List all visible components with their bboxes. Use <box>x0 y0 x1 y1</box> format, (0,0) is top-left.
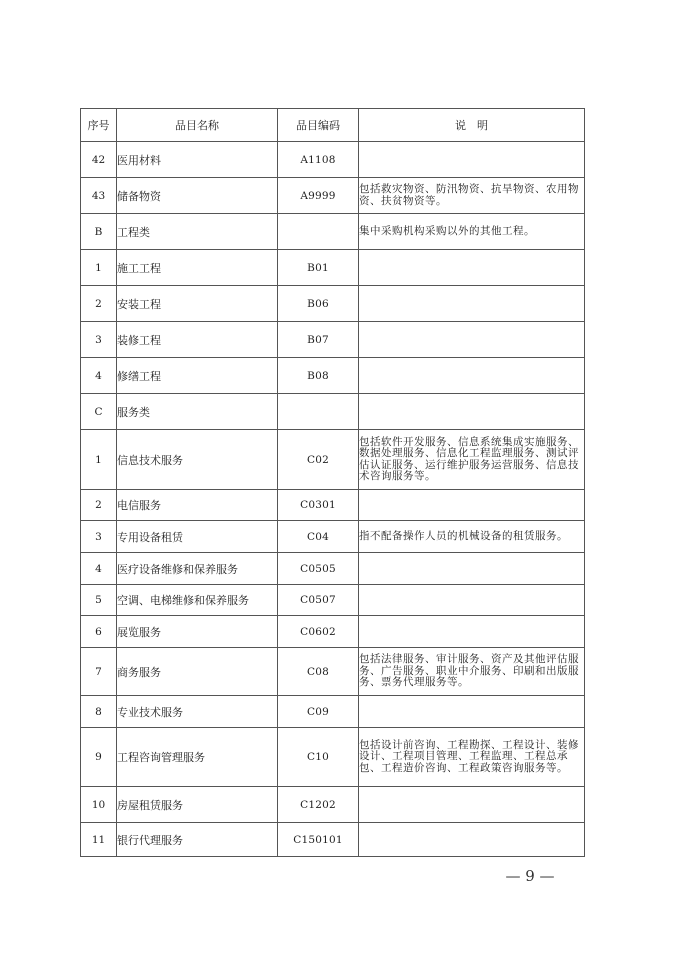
cell-item-code: C0301 <box>278 490 359 521</box>
cell-description <box>359 490 585 521</box>
cell-item-name: 修缮工程 <box>117 358 278 394</box>
cell-item-code <box>278 394 359 430</box>
cell-description <box>359 322 585 358</box>
procurement-catalog-table <box>80 108 585 857</box>
header-item-name: 品目名称 <box>117 109 278 142</box>
cell-item-name: 医疗设备维修和保养服务 <box>117 553 278 585</box>
cell-description: 包括软件开发服务、信息系统集成实施服务、数据处理服务、信息化工程监理服务、测试评估认证服务、运行维护服务运营服务、信息技术咨询服务等。 <box>359 430 585 490</box>
cell-item-code: C0602 <box>278 616 359 648</box>
cell-item-code: B06 <box>278 286 359 322</box>
cell-description: 包括法律服务、审计服务、资产及其他评估服务、广告服务、职业中介服务、印刷和出版服务、票务代理服务等。 <box>359 648 585 696</box>
table-row <box>81 823 585 857</box>
cell-item-name: 工程类 <box>117 214 278 250</box>
cell-item-code: C10 <box>278 728 359 787</box>
cell-serial: 43 <box>81 178 117 214</box>
cell-item-code: B08 <box>278 358 359 394</box>
cell-description: 集中采购机构采购以外的其他工程。 <box>359 214 585 250</box>
table-row <box>81 358 585 394</box>
cell-serial: C <box>81 394 117 430</box>
cell-item-code: C0507 <box>278 585 359 616</box>
cell-description <box>359 358 585 394</box>
header-description: 说 明 <box>359 109 585 142</box>
table-row <box>81 553 585 585</box>
cell-serial: 9 <box>81 728 117 787</box>
table-row <box>81 250 585 286</box>
table-row <box>81 585 585 616</box>
cell-item-code: C1202 <box>278 787 359 823</box>
table-row <box>81 696 585 728</box>
table-row <box>81 521 585 553</box>
cell-item-code: B01 <box>278 250 359 286</box>
table-row <box>81 616 585 648</box>
page-number: — 9 — <box>505 867 555 885</box>
cell-serial: 8 <box>81 696 117 728</box>
cell-serial: 7 <box>81 648 117 696</box>
cell-item-name: 展览服务 <box>117 616 278 648</box>
cell-item-name: 房屋租赁服务 <box>117 787 278 823</box>
table-row <box>81 490 585 521</box>
cell-serial: 42 <box>81 142 117 178</box>
cell-description <box>359 787 585 823</box>
cell-serial: 11 <box>81 823 117 857</box>
table-row <box>81 142 585 178</box>
cell-serial: 1 <box>81 430 117 490</box>
cell-serial: 2 <box>81 286 117 322</box>
cell-item-code: B07 <box>278 322 359 358</box>
cell-description: 包括救灾物资、防汛物资、抗旱物资、农用物资、扶贫物资等。 <box>359 178 585 214</box>
table-row <box>81 214 585 250</box>
cell-description <box>359 394 585 430</box>
table-row <box>81 787 585 823</box>
cell-serial: 3 <box>81 521 117 553</box>
cell-item-code: C0505 <box>278 553 359 585</box>
cell-item-name: 储备物资 <box>117 178 278 214</box>
cell-serial: 4 <box>81 358 117 394</box>
cell-item-code: C08 <box>278 648 359 696</box>
table-header-row <box>81 109 585 142</box>
cell-description <box>359 142 585 178</box>
table-row <box>81 394 585 430</box>
cell-item-name: 银行代理服务 <box>117 823 278 857</box>
table-row <box>81 178 585 214</box>
cell-description <box>359 585 585 616</box>
cell-item-name: 安装工程 <box>117 286 278 322</box>
table-row <box>81 322 585 358</box>
cell-item-code: C09 <box>278 696 359 728</box>
cell-description: 包括设计前咨询、工程勘探、工程设计、装修设计、工程项目管理、工程监理、工程总承包、工程造价咨询、工程政策咨询服务等。 <box>359 728 585 787</box>
cell-serial: 2 <box>81 490 117 521</box>
cell-item-code: C04 <box>278 521 359 553</box>
cell-item-name: 电信服务 <box>117 490 278 521</box>
cell-description <box>359 696 585 728</box>
cell-item-name: 装修工程 <box>117 322 278 358</box>
cell-item-name: 服务类 <box>117 394 278 430</box>
cell-serial: 5 <box>81 585 117 616</box>
cell-item-code: A1108 <box>278 142 359 178</box>
cell-description <box>359 616 585 648</box>
table-row <box>81 648 585 696</box>
table-row <box>81 728 585 787</box>
cell-serial: 1 <box>81 250 117 286</box>
cell-serial: B <box>81 214 117 250</box>
cell-item-name: 信息技术服务 <box>117 430 278 490</box>
cell-serial: 4 <box>81 553 117 585</box>
table-row <box>81 430 585 490</box>
cell-item-code <box>278 214 359 250</box>
cell-description: 指不配备操作人员的机械设备的租赁服务。 <box>359 521 585 553</box>
cell-item-name: 商务服务 <box>117 648 278 696</box>
cell-item-name: 施工工程 <box>117 250 278 286</box>
cell-item-name: 医用材料 <box>117 142 278 178</box>
cell-serial: 6 <box>81 616 117 648</box>
cell-serial: 10 <box>81 787 117 823</box>
cell-item-code: C02 <box>278 430 359 490</box>
cell-description <box>359 553 585 585</box>
header-serial-number: 序号 <box>81 109 117 142</box>
cell-item-code: C150101 <box>278 823 359 857</box>
header-item-code: 品目编码 <box>278 109 359 142</box>
cell-item-name: 专业技术服务 <box>117 696 278 728</box>
cell-description <box>359 286 585 322</box>
cell-item-name: 空调、电梯维修和保养服务 <box>117 585 278 616</box>
cell-item-name: 工程咨询管理服务 <box>117 728 278 787</box>
cell-description <box>359 823 585 857</box>
cell-serial: 3 <box>81 322 117 358</box>
table-row <box>81 286 585 322</box>
cell-description <box>359 250 585 286</box>
cell-item-code: A9999 <box>278 178 359 214</box>
cell-item-name: 专用设备租赁 <box>117 521 278 553</box>
